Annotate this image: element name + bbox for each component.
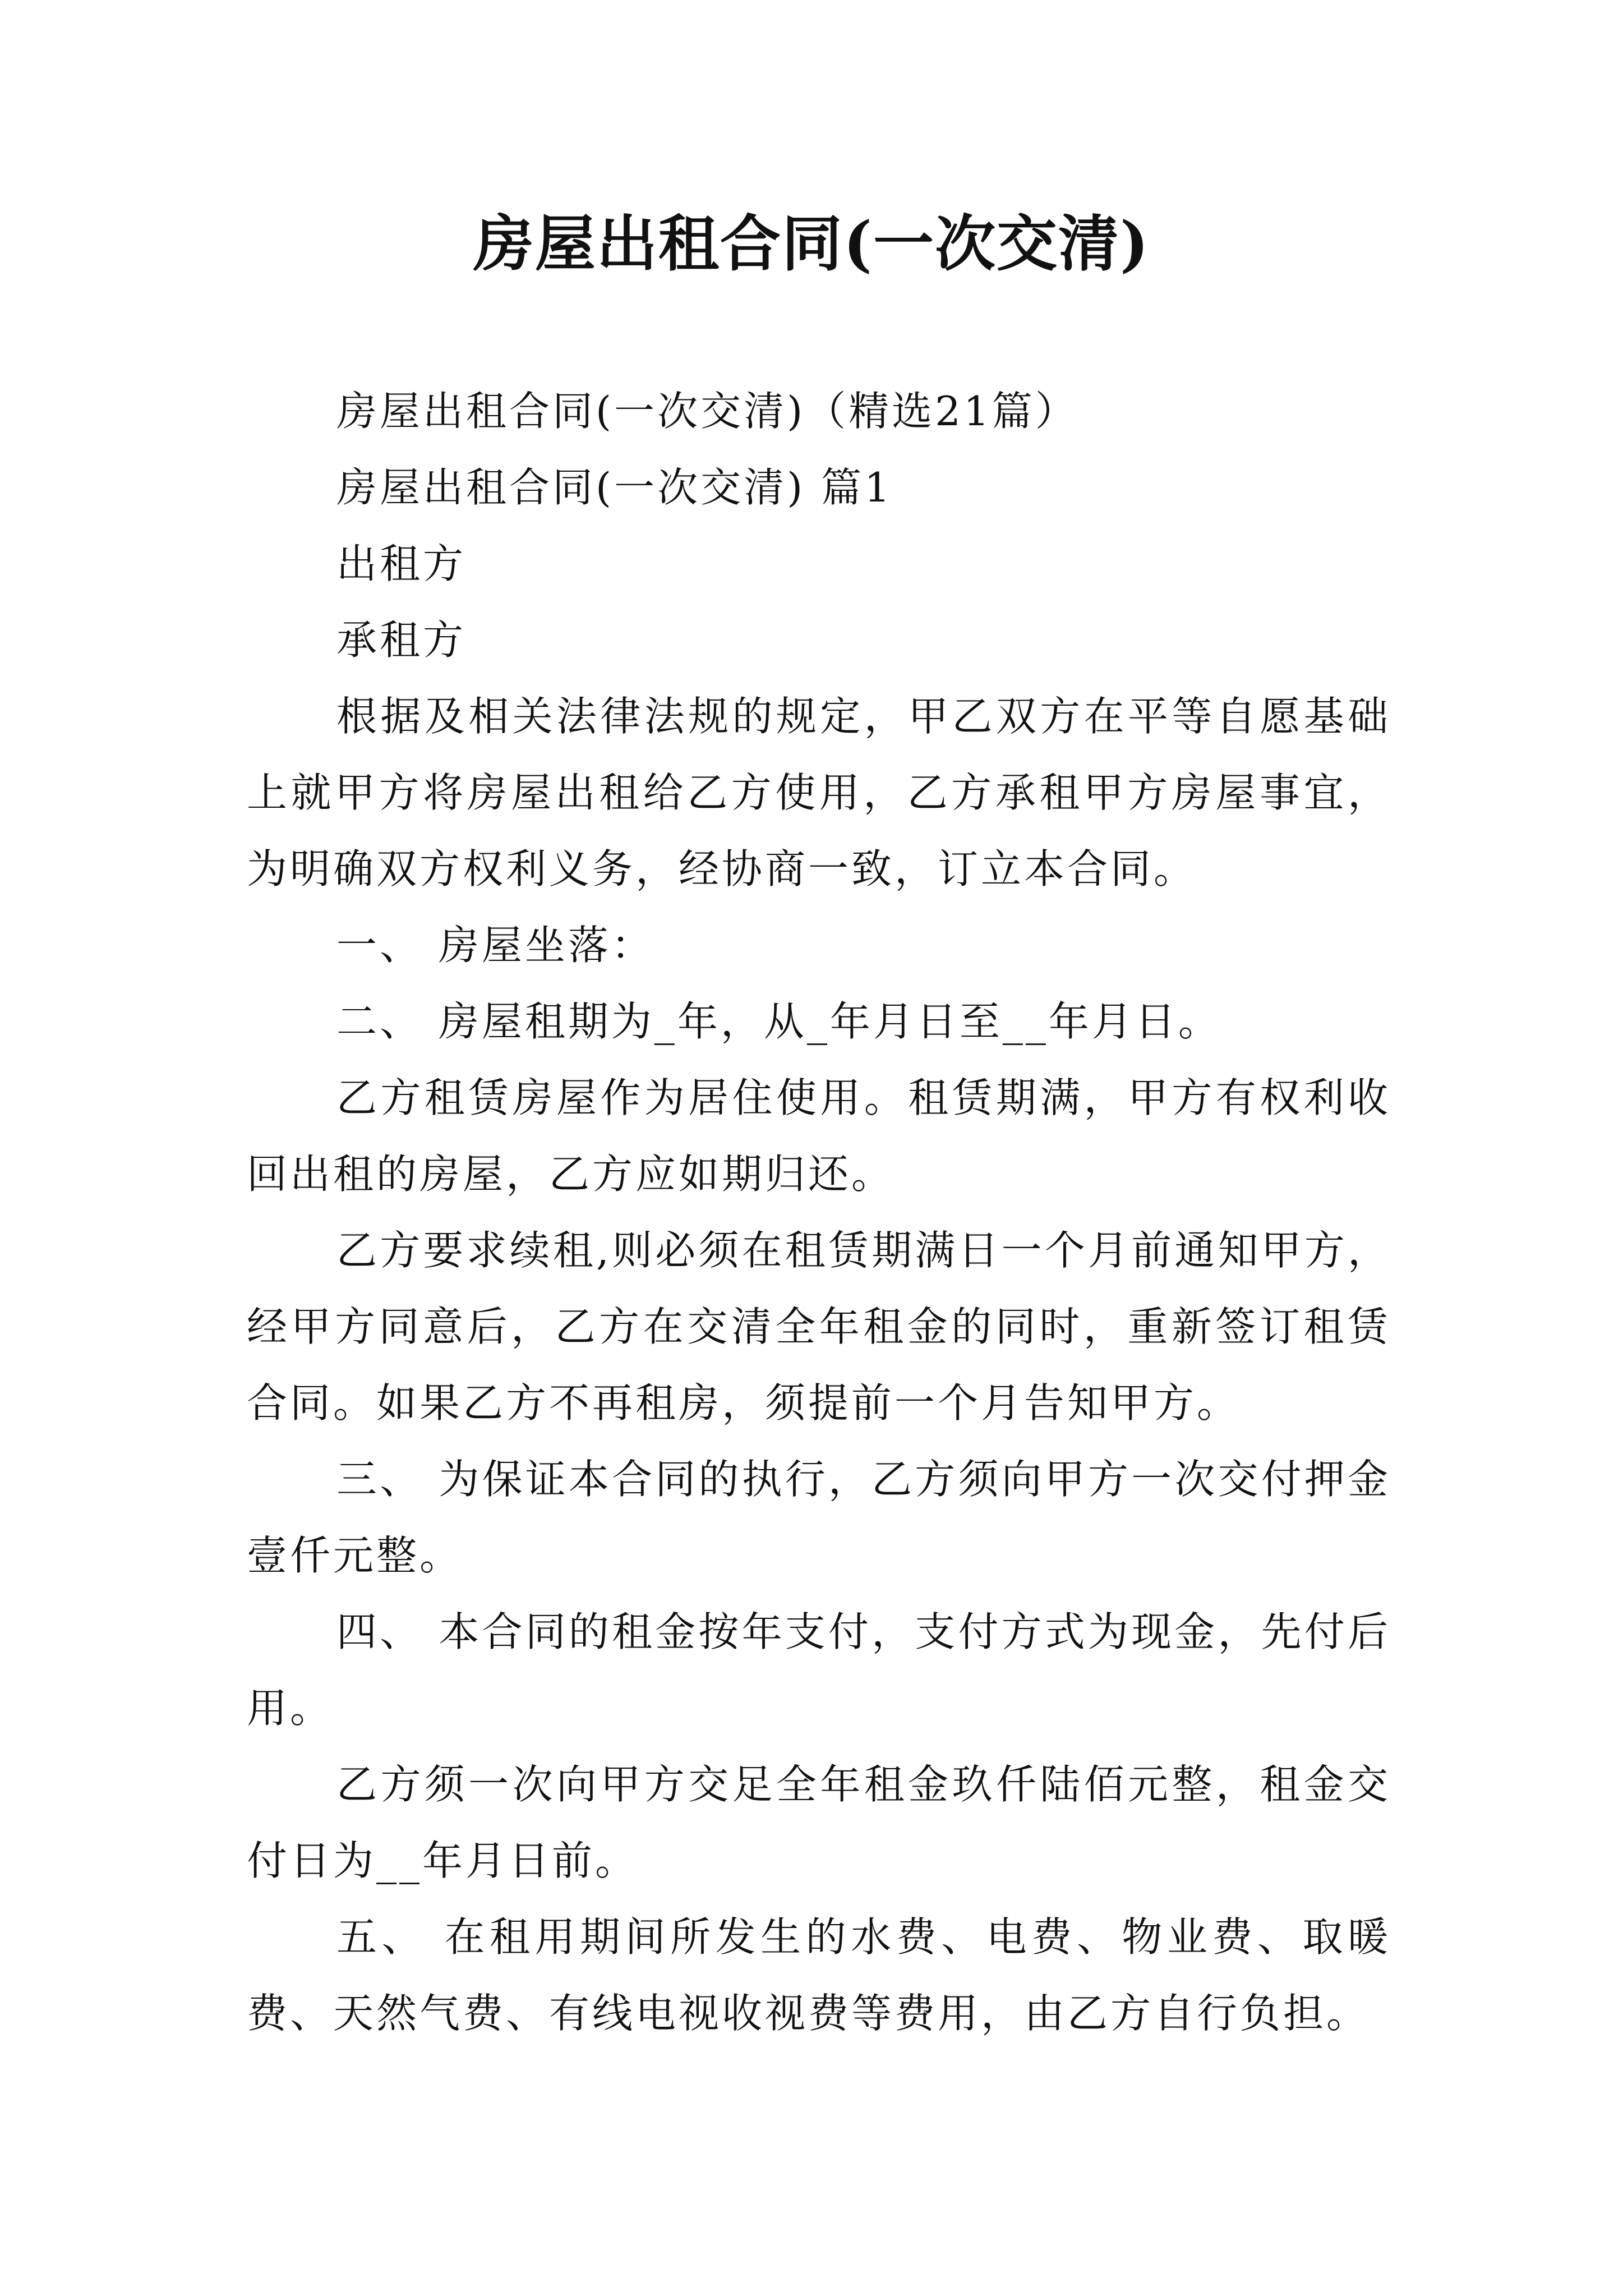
document-body (247, 373, 1391, 2051)
paragraph-clause-2: 二、 房屋租期为_年，从_年月日至__年月日。 (336, 998, 1221, 1045)
paragraph-lessor: 出租方 (336, 540, 467, 587)
paragraph-subtitle: 房屋出租合同(一次交清)（精选21篇） (336, 388, 1078, 435)
paragraph-renewal: 乙方要求续租,则必须在租赁期满日一个月前通知甲方，经甲方同意后，乙方在交清全年租金的同时，重新签订租赁合同。如果乙方不再租房，须提前一个月告知甲方。 (247, 1227, 1391, 1427)
paragraph-clause-3: 三、 为保证本合同的执行，乙方须向甲方一次交付押金壹仟元整。 (247, 1456, 1391, 1579)
paragraph-preamble: 根据及相关法律法规的规定，甲乙双方在平等自愿基础上就甲方将房屋出租给乙方使用，乙方承租甲方房屋事宜，为明确双方权利义务，经协商一致，订立本合同。 (247, 693, 1391, 892)
paragraph-section-heading: 房屋出租合同(一次交清) 篇1 (336, 464, 893, 511)
paragraph-clause-1: 一、 房屋坐落： (336, 922, 654, 969)
document-title: 房屋出租合同(一次交清) (473, 209, 1150, 279)
paragraph-clause-4: 四、 本合同的租金按年支付，支付方式为现金，先付后用。 (247, 1608, 1391, 1732)
paragraph-usage: 乙方租赁房屋作为居住使用。租赁期满，甲方有权利收回出租的房屋，乙方应如期归还。 (247, 1074, 1391, 1198)
paragraph-clause-5: 五、 在租用期间所发生的水费、电费、物业费、取暖费、天然气费、有线电视收视费等费用，由乙方自行负担。 (247, 1913, 1391, 2037)
paragraph-lessee: 承租方 (336, 616, 467, 664)
paragraph-rent-payment: 乙方须一次向甲方交足全年租金玖仟陆佰元整，租金交付日为__年月日前。 (247, 1761, 1391, 1884)
